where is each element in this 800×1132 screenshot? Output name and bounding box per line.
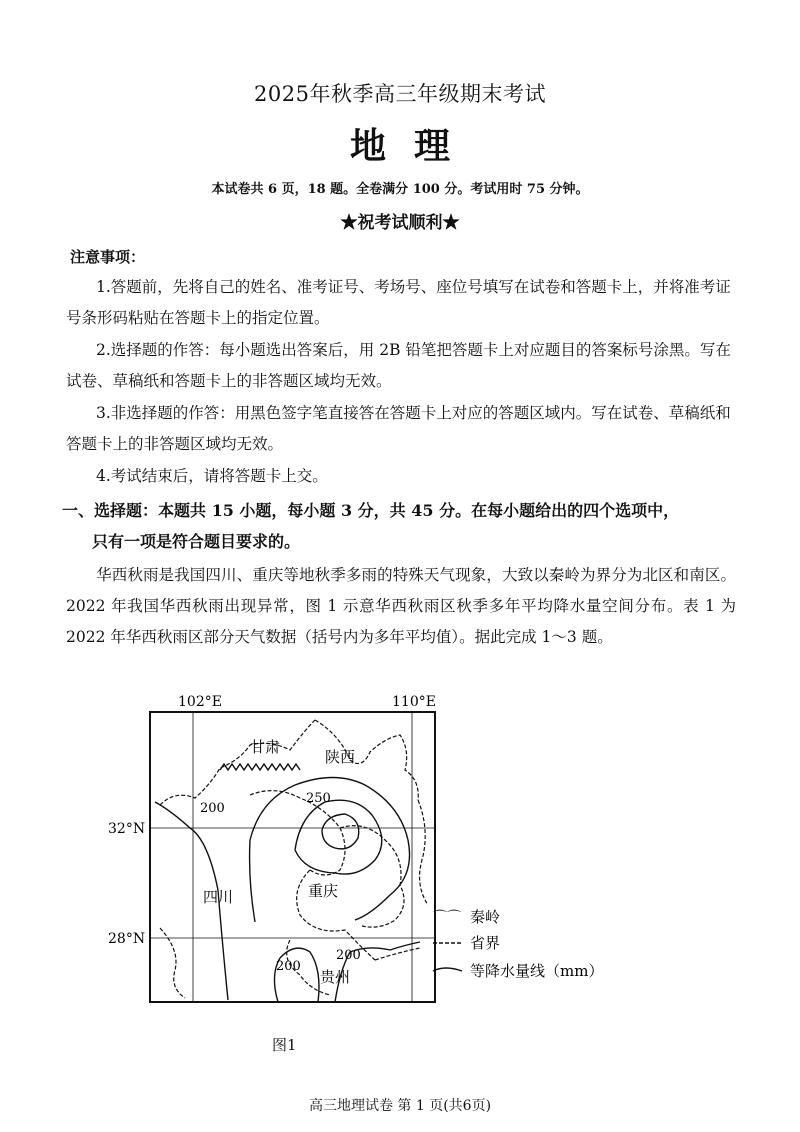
note-item-2: 2.选择题的作答：每小题选出答案后，用 2B 铅笔把答题卡上对应题目的答案标号涂黑。写在试卷、草稿纸和答题卡上的非答题区域均无效。 (66, 341, 731, 390)
border-chongqing-east (340, 826, 404, 927)
legend-isoline-label: 等降水量线（mm） (470, 962, 604, 980)
section-1-title: 一、选择题：本题共 15 小题，每小题 3 分，共 45 分。在每小题给出的四个选项中， 只有一项是符合题目要求的。 (62, 501, 680, 551)
legend-qinling-label: 秦岭 (470, 908, 501, 926)
lat-label-32n: 32°N (108, 821, 146, 837)
province-label-sichuan: 四川 (203, 888, 234, 906)
border-gansu-sichuan (160, 720, 315, 805)
isoline-label: 200 (336, 948, 361, 963)
note-item-4: 4.考试结束后，请将答题卡上交。 (96, 467, 328, 485)
precipitation-map (100, 690, 620, 1060)
lon-label-110e: 110°E (392, 694, 436, 710)
blessing: ★祝考试顺利★ (340, 213, 460, 233)
notes-title: 注意事项： (70, 248, 146, 266)
border-hubei (418, 800, 428, 905)
province-label-chongqing: 重庆 (308, 882, 339, 900)
border-yunnan (160, 928, 185, 998)
lon-label-102e: 102°E (178, 694, 222, 710)
legend-qinling-symbol: ⌒⌒ (433, 910, 461, 926)
question-intro: 华西秋雨是我国四川、重庆等地秋季多雨的特殊天气现象，大致以秦岭为界分为北区和南区。2022 年我国华西秋雨出现异常，图 1 示意华西秋雨区秋季多年平均降水量空间分布。表 1 为 2022 年华西秋雨区部分天气数据（括号内为多年平均值）。据此完成 1～3 题。 (66, 566, 736, 646)
figure-1-map (100, 690, 620, 1060)
province-label-gansu: 甘肃 (250, 738, 281, 756)
province-label-guizhou: 贵州 (320, 968, 351, 986)
legend-isoline-symbol (433, 968, 462, 971)
note-item-3: 3.非选择题的作答：用黑色签字笔直接答在答题卡上对应的答题区域内。写在试卷、草稿纸和答题卡上的非答题区域均无效。 (66, 404, 731, 453)
subject-title: 地理 (349, 125, 478, 167)
isoline-200-guizhou (274, 948, 319, 1002)
qinling-ridge (220, 764, 300, 770)
map-legend (433, 908, 603, 980)
exam-year-title: 2025年秋季高三年级期末考试 (254, 82, 546, 106)
isoline-label: 200 (200, 801, 225, 816)
page-footer: 高三地理试卷 第 1 页(共6页) (308, 1098, 492, 1114)
border-guizhou-east (375, 948, 420, 960)
exam-info: 本试卷共 6 页，18 题。全卷满分 100 分。考试用时 75 分钟。 (211, 182, 589, 197)
isoline-250 (295, 800, 382, 874)
province-label-shaanxi: 陕西 (325, 748, 356, 766)
note-item-1: 1.答题前，先将自己的姓名、准考证号、考场号、座位号填写在试卷和答题卡上，并将准考证号条形码粘贴在答题卡上的指定位置。 (66, 278, 731, 327)
isoline-label: 200 (276, 959, 301, 974)
legend-border-label: 省界 (470, 934, 501, 952)
lat-label-28n: 28°N (108, 931, 146, 947)
isoline-inner (322, 814, 359, 849)
isoline-label: 250 (306, 791, 331, 806)
figure-caption: 图1 (272, 1036, 297, 1054)
